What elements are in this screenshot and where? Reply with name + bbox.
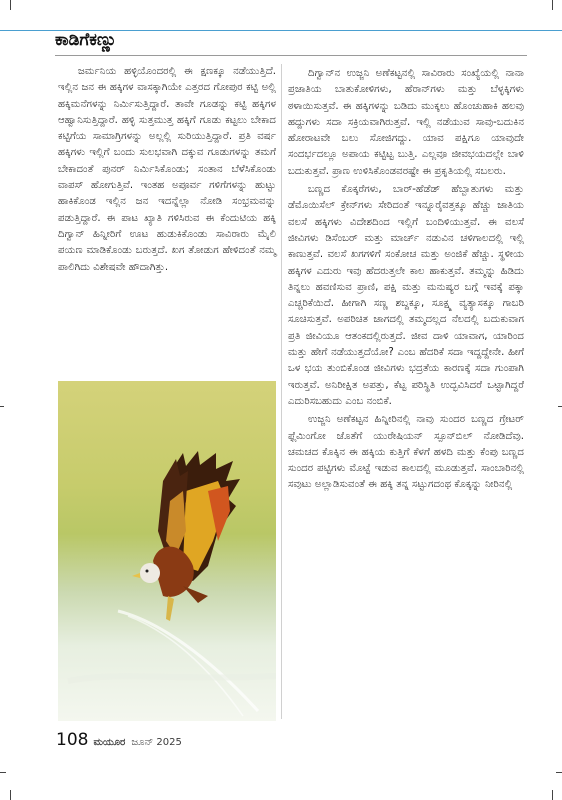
column-divider [281,64,282,719]
article-paragraph: ಉಜ್ಜನಿ ಅಣೆಕಟ್ಟನ ಹಿನ್ನೀರಿನಲ್ಲಿ ನಾವು ಸುಂದರ ಬಣ್ಣದ ಗ್ರೇಟರ್ ಫ್ಲೆಮಿಂಗೋ ಜೊತೆಗೆ ಯುರೇಷಿಯನ್ ಸ್ಪೂನ್‌ಬಿಲ್ ನೋಡಿದೆವು. ಚಮಚದ ಕೊಕ್ಕಿನ ಈ ಹಕ್ಕಿಯ ಕುತ್ತಿಗೆ ಕೆಳಗೆ ಹಳದಿ ಮತ್ತು ಕೆಂಪು ಬಣ್ಣದ ಸುಂದರ ಪಟ್ಟಿಗಳು ಮೊಟ್ಟೆ ಇಡುವ ಕಾಲದಲ್ಲಿ ಮೂಡುತ್ತವೆ. ಸಾಂಬಾರಿನಲ್ಲಿ ಸವುಟು ಅಲ್ಲಾಡಿಸುವಂತೆ ಈ ಹಕ್ಕಿ ತನ್ನ ಸಟ್ಟುಗದಂಥ ಕೊಕ್ಕನ್ನು ನೀರಿನಲ್ಲಿ [288,414,524,491]
crop-mark-top-left [10,0,11,10]
crop-mark-mid-left [0,406,4,407]
page-number: 108 [56,730,89,750]
magazine-name: ಮಯೂರ [93,737,126,748]
eagle-photo [58,381,276,721]
article-paragraph: ಬಣ್ಣದ ಕೊಕ್ಕರೆಗಳು, ಬಾರ್-ಹೆಡೆಡ್ ಹೆಬ್ಬಾತುಗಳು ಮತ್ತು ಡೆಮೊಯಿಸೆಲ್ ಕ್ರೇನ್‌ಗಳು ಸೇರಿದಂತೆ ಇನ್ನೂರೈವತ್ತಕ್ಕೂ ಹೆಚ್ಚು ಜಾತಿಯ ವಲಸೆ ಹಕ್ಕಿಗಳು ವಿದೇಶದಿಂದ ಇಲ್ಲಿಗೆ ಬಂದಿಳಿಯುತ್ತವೆ. ಈ ವಲಸೆ ಜೀವಿಗಳು ಡಿಸೆಂಬರ್ ಮತ್ತು ಮಾರ್ಚ್ ನಡುವಿನ ಚಳಿಗಾಲದಲ್ಲಿ ಇಲ್ಲಿ ಕಾಣುತ್ತವೆ. ವಲಸೆ ಖಗಗಳಿಗೆ ಸಂಕೋಚ ಮತ್ತು ಅಂಜಿಕೆ ಹೆಚ್ಚು. ಸ್ಥಳೀಯ ಹಕ್ಕಿಗಳ ಎದುರು ಇವು ಹೆದರುತ್ತಲೇ ಕಾಲ ಹಾಕುತ್ತವೆ. ತಮ್ಮನ್ನು ಹಿಡಿದು ತಿನ್ನಲು ಹವಣಿಸುವ ಪ್ರಾಣಿ, ಪಕ್ಷಿ ಮತ್ತು ಮನುಷ್ಯರ ಬಗ್ಗೆ ಇವಕ್ಕೆ ಪಕ್ಕಾ ಎಚ್ಚರಿಕೆಯಿದೆ. ಹೀಗಾಗಿ ಸಣ್ಣ ಶಬ್ದಕ್ಕೂ, ಸೂಕ್ಷ್ಮ ವ್ಯತ್ಯಾಸಕ್ಕೂ ಗಾಬರಿ ಸೂಚಿಸುತ್ತವೆ. ಅಪರಿಚಿತ ಜಾಗದಲ್ಲಿ ತಮ್ಮದಲ್ಲದ ನೆಲದಲ್ಲಿ ಬದುಕುವಾಗ ಪ್ರತಿ ಜೀವಿಯೂ ಆತಂಕದಲ್ಲಿರುತ್ತದೆ. ಜೀವ ದಾಳಿ ಯಾವಾಗ, ಯಾರಿಂದ ಮತ್ತು ಹೇಗೆ ನಡೆಯುತ್ತದೆಯೋ? ಎಂಬ ಹೆದರಿಕೆ ಸದಾ ಇದ್ದದ್ದೇನೇ. ಹೀಗೆ ಒಳ ಭಯ ತುಂಬಿಕೊಂಡ ಜೀವಿಗಳು ಭದ್ರತೆಯ ಕಾರಣಕ್ಕೆ ಸದಾ ಗುಂಪಾಗಿ ಇರುತ್ತವೆ. ಅನಿರೀಕ್ಷಿತ ಅಪತ್ತು, ಕೆಟ್ಟ ಪರಿಸ್ಥಿತಿ ಉದ್ಭವಿಸಿದರೆ ಒಟ್ಟಾಗಿದ್ದರೆ ಎದುರಿಸಬಹುದು ಎಂಬ ನಂಬಿಕೆ. [288,184,524,407]
article-column-right [288,66,524,494]
crop-mark-bottom-right-h [556,772,562,773]
crop-mark-mid-right [558,406,562,407]
article-paragraph: ದಿಗ್ವಾನ್‌ನ ಉಜ್ಜನಿ ಅಣೆಕಟ್ಟನಲ್ಲಿ ಸಾವಿರಾರು ಸಂಖ್ಯೆಯಲ್ಲಿ ನಾನಾ ಪ್ರಜಾತಿಯ ಬಾತುಕೋಳಿಗಳು, ಹೆರಾನ್‌ಗಳು ಮತ್ತು ಬೆಳ್ಳಕ್ಕಿಗಳು ಠಳಾಯಿಸುತ್ತವೆ. ಈ ಹಕ್ಕಿಗಳನ್ನು ಬಡಿದು ಮುಕ್ಕಲು ಹೊಂಚುಹಾಕಿ ಹಲವು ಹದ್ದುಗಳು ಸದಾ ಸಕ್ರಿಯವಾಗಿರುತ್ತವೆ. ಇಲ್ಲಿ ನಡೆಯುವ ಸಾವು-ಬದುಕಿನ ಹೋರಾಟವೇ ಬಲು ಸೋಜಿಗದ್ದು. ಯಾವ ಪಕ್ಷಿಗೂ ಯಾವುದೇ ಸಂದರ್ಭದಲ್ಲೂ ಅಪಾಯ ಕಟ್ಟಿಟ್ಟ ಬುತ್ತಿ. ಎಲ್ಲವೂ ಜೀವಭಯದಲ್ಲೇ ಬಾಳಿ ಬದುಕುತ್ತವೆ. ಪ್ರಾಣ ಉಳಿಸಿಕೊಂಡವರಷ್ಟೇ ಈ ಪ್ರಕೃತಿಯಲ್ಲಿ ಸಬಲರು. [288,68,524,177]
article-column-left [58,64,276,276]
brahminy-kite-illustration [58,381,276,721]
crop-mark-bottom-right [552,790,553,800]
issue-date: ಜೂನ್ 2025 [131,737,182,748]
article-paragraph: ಜರ್ಮನಿಯ ಹಳ್ಳಿಯೊಂದರಲ್ಲಿ ಈ ಕ್ಷಣಕ್ಕೂ ನಡೆಯುತ್ತಿದೆ. ಇಲ್ಲಿನ ಜನ ಈ ಹಕ್ಕಿಗಳ ವಾಸಕ್ಕಾಗಿಯೇ ಎತ್ತರದ ಗೋಪುರ ಕಟ್ಟಿ ಅಲ್ಲಿ ಹಕ್ಕಿಮನೆಗಳನ್ನು ನಿರ್ಮಿಸುತ್ತಿದ್ದಾರೆ. ತಾವೇ ಗೂಡನ್ನು ಕಟ್ಟಿ ಹಕ್ಕಿಗಳ ಆಹ್ವಾನಿಸುತ್ತಿದ್ದಾರೆ. ಹಳ್ಳಿ ಸುತ್ತಮುತ್ತ ಹಕ್ಕಿಗೆ ಗೂಡು ಕಟ್ಟಲು ಬೇಕಾದ ಕಟ್ಟಿಗೆಯ ಸಾಮಾಗ್ರಿಗಳನ್ನು ಅಲ್ಲಲ್ಲಿ ಸುರಿಯುತ್ತಿದ್ದಾರೆ. ಪ್ರತಿ ವರ್ಷ ಹಕ್ಕಿಗಳು ಇಲ್ಲಿಗೆ ಬಂದು ಸುಲಭವಾಗಿ ದಕ್ಕುವ ಗೂಡುಗಳನ್ನು ತಮಗೆ ಬೇಕಾದಂತೆ ಪುನರ್ ನಿರ್ಮಿಸಿಕೊಂಡು; ಸಂತಾನ ಬೆಳೆಸಿಕೊಂಡು ವಾಪಸ್ ಹೋಗುತ್ತಿವೆ. ಇಂತಹ ಅಪೂರ್ವ ಗಳಿಗೆಗಳನ್ನು ಹುಟ್ಟು ಹಾಕಿಕೊಂಡ ಇಲ್ಲಿನ ಜನ ಇದನ್ನೆಲ್ಲಾ ನೋಡಿ ಸಂಭ್ರಮವನ್ನು ಪಡುತ್ತಿದ್ದಾರೆ. ಈ ಪಾಟ ಖ್ಯಾತಿ ಗಳಿಸಿರುವ ಈ ಕೆಂದುಟಿಯ ಹಕ್ಕಿ ದಿಗ್ವಾನ್ ಹಿನ್ನೀರಿಗೆ ಊಟ ಹುಡುಕಿಕೊಂಡು ಸಾವಿರಾರು ಮೈಲಿ ಪಯಣ ಮಾಡಿಕೊಂಡು ಬರುತ್ತದೆ. ಖಗ ತೋಡುಗ ಹೇಳಿದಂತೆ ನಮ್ಮ ಪಾಲಿಗಿದು ವಿಶೇಷವೇ ಹೌದಾಗಿತ್ತು. [58,66,276,273]
section-title: ಕಾಡಿಗೆಕಣ್ಣು [55,30,117,50]
page-footer [56,730,182,752]
crop-mark-top-right [552,0,553,10]
crop-mark-bottom-left [10,790,11,800]
crop-mark-bottom-left-h [0,772,6,773]
section-rule [55,55,527,56]
